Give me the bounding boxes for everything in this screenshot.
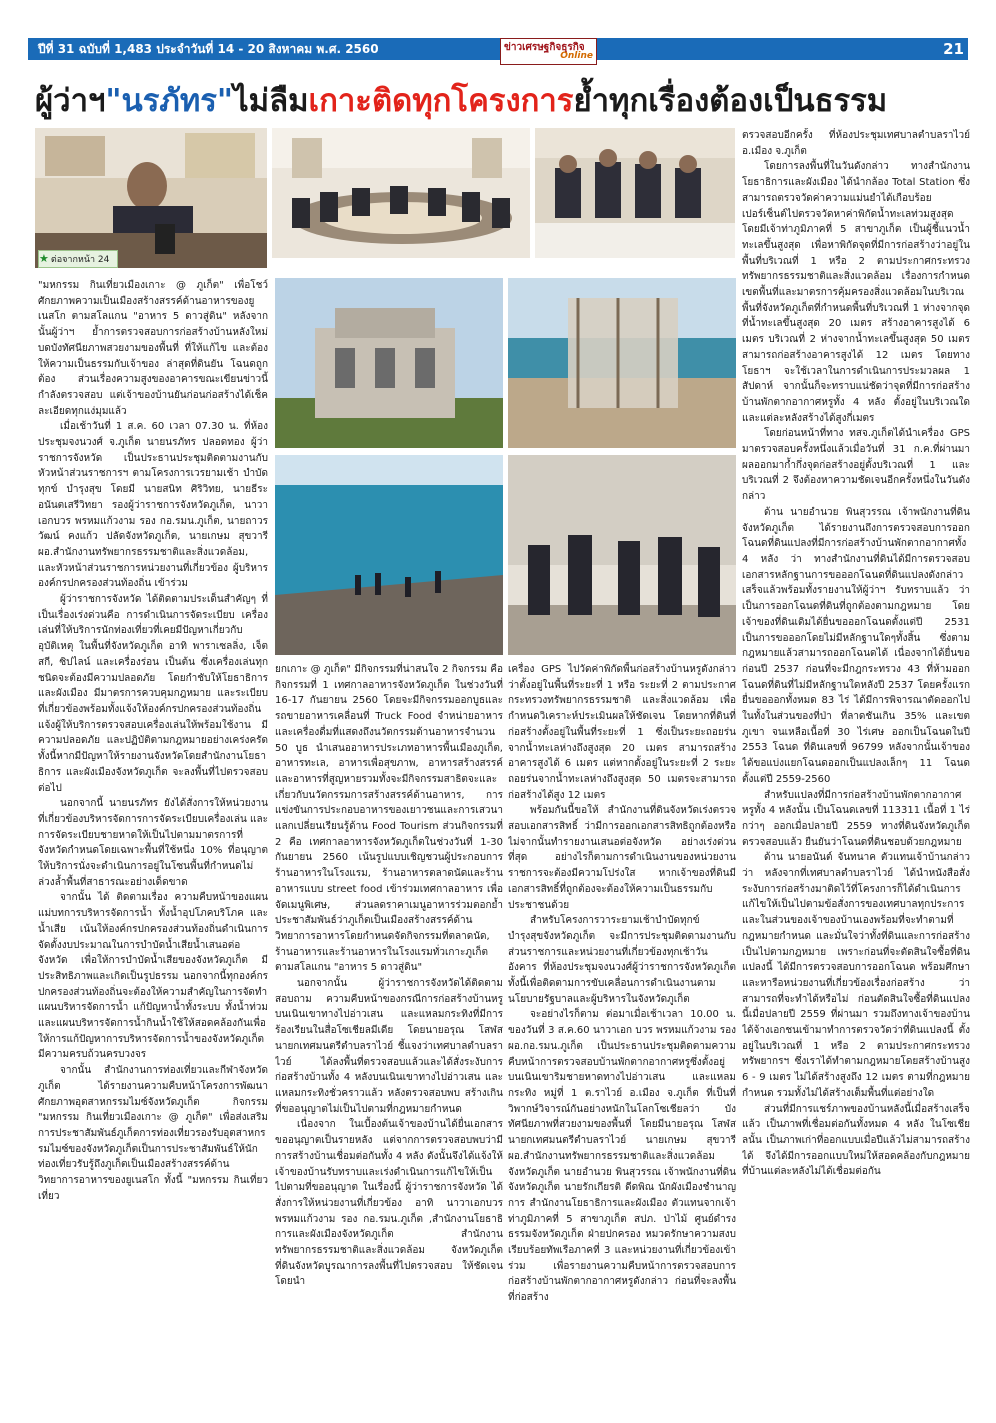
paragraph: โดยก่อนหน้าที่ทาง ทสจ.ภูเก็ตได้นำเครื่อง GPS มาตรวจสอบครั้งหนึ่งแล้วเมื่อวันที่ 31 ก.ค.ที่ผ่านมา ผลออกมาก้ำกึ่งจุดก่อสร้างอยู่ตั้งบริเวณที่ 1 และบริเวณที่ 2 จึงต้องหาความชัดเจนอีกครั้งหนึ่งในวันดังกล่าว — [742, 428, 970, 503]
article-column-3 — [508, 662, 736, 1407]
issue-line: ปีที่ 31 ฉบับที่ 1,483 ประจำวันที่ 14 - 20 สิงหาคม พ.ศ. 2560 — [38, 42, 379, 56]
article-column-2 — [275, 662, 503, 1407]
headline-part-1: ผู้ว่าฯ — [35, 83, 106, 119]
headline-part-3: ไม่ลืม — [233, 83, 309, 119]
logo-online: Online — [560, 51, 593, 61]
paragraph: สำหรับแปลงที่มีการก่อสร้างบ้านพักตากอากาศหรูทั้ง 4 หลังนั้น เป็นโฉนดเลขที่ 113311 เนื้อที่ 1 ไร่กว่าๆ ออกเมื่อปลายปี 2559 ทางที่ดินจังหวัดภูเก็ตตรวจสอบแล้ว ยืนยันว่าโฉนดที่ดินชอบด้วยกฎหมาย — [742, 789, 970, 848]
paragraph: ส่วนที่มีการแชร์ภาพของบ้านหลังนี้เมื่อสร้างเสร็จแล้ว เป็นภาพที่เชื่อมต่อกันทั้งหมด 4 หลัง ในโซเชียลนั้น เป็นภาพเก่าที่ออกแบบเมื่อปีแล้วไม่สามารถสร้างได้ จึงได้มีการออกแบบใหม่ให้สอดคล้องกับกฎหมาย ที่บ้านแต่ละหลังไม่ได้เชื่อมต่อกัน — [742, 1103, 970, 1178]
paragraph: จะอย่างไรก็ตาม ต่อมาเมื่อเช้าเวลา 10.00 น. ของวันที่ 3 ส.ค.60 นาวาเอก บวร พรหมแก้วงาม รองผอ.กอ.รมน.ภูเก็ต เป็นประธานประชุมติดตามความคืบหน้าการตรวจสอบบ้านพักตากอากาศหรูซึ่งตั้งอยู่บนเนินเขาริมชายหาดทางไปอ่าวเสน และแหลมกระทิง หมู่ที่ 1 ต.ราไวย์ อ.เมือง จ.ภูเก็ต ที่เป็นที่วิพากษ์วิจารณ์กันอย่างหนักในโลกโซเชียลว่า บังทัศนียภาพที่สวยงามของพื้นที่ โดยมีนายอรุณ โสฬส นายกเทศมนตรีตำบลราไวย์ นายเกษม สุขวารี ผอ.สำนักงานทรัพยากรธรรมชาติและสิ่งแวดล้อมจังหวัดภูเก็ต นายอำนวย พินสุวรรณ เจ้าพนักงานที่ดินจังหวัดภูเก็ต นายรักเกียรติ ดีดพิณ นักผังเมืองชำนาญการ สำนักงานโยธาธิการและผังเมือง ตัวแทนจากเจ้าท่าภูมิภาคที่ 5 สาขาภูเก็ต สปภ. ป่าไม้ ศูนย์ดำรงธรรมจังหวัดภูเก็ต ฝ่ายปกครอง หมวดรักษาความสงบเรียบร้อยทัพเรือภาคที่ 3 และหน่วยงานที่เกี่ยวข้องเข้าร่วม เพื่อรายงานความคืบหน้าการตรวจสอบการก่อสร้างบ้านพักตากอากาศหรูดังกล่าว ก่อนที่จะลงพื้นที่ก่อสร้าง — [508, 1009, 736, 1304]
continued-from-text: ต่อจากหน้า 24 — [50, 255, 110, 265]
photo-officials-site-visit — [508, 455, 736, 655]
paragraph: ตรวจสอบอีกครั้ง ที่ห้องประชุมเทศบาลตำบลราไวย์ อ.เมือง จ.ภูเก็ต — [742, 130, 970, 157]
paragraph: จากนั้น ได้ ติดตามเรื่อง ความคืบหน้าของแผนแม่บทการบริหารจัดการน้ำ ทั้งน้ำอุปโภคบริโภค และน้ำเสีย เน้นให้องค์กรปกครองส่วนท้องถิ่นดำเนินการจัดตั้งงบประมาณในการบำบัดน้ำเสียน้ำเสนอต่อจังหวัด เพื่อให้การบำบัดน้ำเสียของจังหวัดภูเก็ต มีประสิทธิภาพและเกิดเป็นรูปธรรม นอกจากนี้ทุกองค์กรปกครองส่วนท้องถิ่นจะต้องให้ความสำคัญในการจัดทำแผนบริหารจัดการน้ำ แก้ปัญหาน้ำทั้งระบบ ทั้งน้ำท่วมและแผนบริหารจัดการน้ำกินน้ำใช้ให้สอดคล้องกันเพื่อให้การแก้ปัญหาการบริหารจัดการน้ำของจังหวัดภูเก็ตมีความครบถ้วนครบวงจร — [38, 892, 268, 1061]
masthead-bar — [0, 0, 996, 60]
photo-coast-inspection — [275, 455, 503, 655]
star-icon: ★ — [39, 252, 49, 265]
photo-governor-speaking — [35, 128, 267, 268]
paragraph: พร้อมกันนี้ขอให้ สำนักงานที่ดินจังหวัดเร่งตรวจสอบเอกสารสิทธิ์ ว่ามีการออกเอกสารสิทธิถูกต้องหรือไม่จากนั้นทำรายงานเสนอต่อจังหวัด อย่างเร่งด่วนที่สุด อย่างไรก็ตามการดำเนินงานของหน่วยงานราชการจะต้องมีความโปร่งใส หากเจ้าของที่ดินมีเอกสารสิทธิ์ที่ถูกต้องจะต้องให้ความเป็นธรรมกับประชาชนด้วย — [508, 805, 736, 911]
paragraph: ยกเกาะ @ ภูเก็ต" มีกิจกรรมที่น่าสนใจ 2 กิจกรรม คือ กิจกรรมที่ 1 เทศกาลอาหารจังหวัดภูเก็ต ในช่วงวันที่ 16-17 กันยายน 2560 โดยจะมีกิจกรรมออกบูธและรถขายอาหารเคลื่อนที่ Truck Food จำหน่ายอาหารและเครื่องดื่มที่แสดงถึงนวัตกรรมด้านอาหารจำนวน 50 บูธ นำเสนออาหารประเภทอาหารพื้นเมืองภูเก็ต, อาหารทะเล, อาหารเพื่อสุขภาพ, อาหารสร้างสรรค์และอาหารที่สูญหายรวมทั้งจะมีกิจกรรมสาธิตจะและเกี่ยวกับนวัตกรรมการสร้างสรรค์ด้านอาหาร, การแข่งขันการประกอบอาหารของเยาวชนและการเสวนาแลกเปลี่ยนเรียนรู้ด้าน Food Tourism ส่วนกิจกรรมที่ 2 คือ เทศกาลอาหารจังหวัดภูเก็ตในช่วงวันที่ 1-30 กันยายน 2560 เน้นรูปแบบเชิญชวนผู้ประกอบการร้านอาหารในโรงแรม, ร้านอาหารตลาดนัดและร้านอาหารแบบ street food เข้าร่วมเทศกาลอาหาร เพื่อจัดเมนูพิเศษ, ส่วนลดราคาเมนูอาหารร่วมตอกย้ำประชาสัมพันธ์ว่าภูเก็ตเป็นเมืองสร้างสรรค์ด้านวิทยาการอาหารโดยกำหนดจัดกิจกรรมที่ตลาดนัด, ร้านอาหารและร้านอาหารในโรงแรมทั่วเกาะภูเก็ตตามสโลแกน "อาหาร 5 ดาวสู่ดิน" — [275, 664, 503, 974]
article-column-1 — [38, 278, 268, 1408]
paragraph: ด้าน นายอนันต์ จันทนาค ตัวแทนเจ้าบ้านกล่าวว่า หลังจากที่เทศบาลตำบลราไวย์ ได้นำหนังสือสั่งระงับการก่อสร้างมาติดไว้ที่โครงการก็ได้ดำเนินการแก้ไขให้เป็นไปตามข้อสั่งการของเทศบาลทุกประการ และในส่วนของเจ้าของบ้านเองพร้อมที่จะทำตามที่กฎหมายกำหนด และมั่นใจว่าทั้งที่ดินและการก่อสร้างเป็นไปตามกฎหมาย เพราะก่อนที่จะตัดสินใจซื้อที่ดินแปลงนี้ ได้มีการตรวจสอบการออกโฉนด พร้อมศึกษาและหารือหน่วยงานที่เกี่ยวข้องเรื่องก่อสร้าง ว่าสามารถที่จะทำได้หรือไม่ ก่อนตัดสินใจซื้อที่ดินแปลงนี้เมื่อปลายปี 2559 ที่ผ่านมา รวมถึงทางเจ้าของบ้านได้จ้างเอกชนเข้ามาทำการตรวจวัดว่าที่ดินแปลงนี้ ตั้งอยู่ในบริเวณที่ 1 หรือ 2 ตามประกาศกระทรวงทรัพยากรฯ ซึ่งเราได้ทำตามกฎหมายโดยสร้างบ้านสูง 6 - 9 เมตร ไม่ได้สร้างสูงถึง 12 เมตร ตามที่กฎหมายกำหนด รวมทั้งไม่ได้สร้างเต็มพื้นที่แต่อย่างใด — [742, 852, 970, 1099]
article-column-4 — [742, 128, 970, 1408]
photo-meeting-room — [272, 128, 530, 258]
paragraph: นอกจากนี้ นายนรภัทร ยังได้สั่งการให้หน่วยงานที่เกี่ยวข้องบริหารจัดการการจัดระเบียบเครื่องเล่น และการจัดระเบียบชายหาดให้เป็นไปตามมาตรการที่จังหวัดกำหนดโดยเฉพาะพื้นที่ใช้หนึ่ง 10% ที่อนุญาตให้บริการนั่งจะดำเนินการอยู่ในโซนพื้นที่กำหนดไม่ล่วงล้ำพื้นที่สาธารณะอย่างเด็ดขาด — [38, 798, 268, 888]
photo-house-construction-1 — [275, 278, 503, 448]
paragraph: สำหรับโครงการวาระยามเช้าบำบัดทุกข์ บำรุงสุขจังหวัดภูเก็ต จะมีการประชุมติดตามงานกับส่วนราชการและหน่วยงานที่เกี่ยวข้องทุกเช้าวันอังคาร ที่ห้องประชุมจงนวงศ์ผู้ว่าราชการจังหวัดภูเก็ต ทั้งนี้เพื่อติดตามการขับเคลื่อนการดำเนินงานตามนโยบายรัฐบาลและผู้บริหารในจังหวัดภูเก็ต — [508, 915, 736, 1005]
newspaper-logo — [500, 38, 597, 65]
paragraph: จากนั้น สำนักงานการท่องเที่ยวและกีฬาจังหวัดภูเก็ต ได้รายงานความคืบหน้าโครงการพัฒนาศักยภาพอุตสาหกรรมไมซ์จังหวัดภูเก็ต กิจกรรม "มหกรรม กินเที่ยวเมืองเกาะ @ ภูเก็ต" เพื่อส่งเสริมการประชาสัมพันธ์ภูเก็ตการท่องเที่ยวรองรับอุตสาหกรรมไมซ์ของจังหวัดภูเก็ตเป็นการประชาสัมพันธ์ให้นักท่องเที่ยวรับรู้ถึงภูเก็ตเป็นเมืองสร้างสรรค์ด้านวิทยาการอาหารของยูเนสโก ทั้งนี้ "มหกรรม กินเที่ยวเที่ยว — [38, 1065, 268, 1202]
logo-text: ข่าวเศรษฐกิจธุรกิจ — [504, 42, 585, 53]
paragraph: ผู้ว่าราชการจังหวัด ได้ติดตามประเด็นสำคัญๆ ที่เป็นเรื่องเร่งด่วนคือ การดำเนินการจัดระเบียบ เครื่องเล่นที่ให้บริการนักท่องเที่ยวที่เคยมีปัญหาเกี่ยวกับอุบัติเหตุ ในพื้นที่จังหวัดภูเก็ต อาทิ พาราเซลลิ่ง, เจ็ตสกี, ซิปไลน์ และเครื่องร่อน เป็นต้น ซึ่งเครื่องเล่นทุกชนิดจะต้องมีความปลอดภัย โดยกำชับให้โยธาธิการและผังเมือง มีมาตรการควบคุมกฎหมาย และระเบียบที่เกี่ยวข้องพร้อมทั้งแจ้งให้องค์กรปกครองส่วนท้องถิ่นแจ้งผู้ให้บริการตรวจสอบเครื่องเล่นให้พร้อมใช้งาน มีความปลอดภัย และปฏิบัติตามกฎหมายอย่างเคร่งครัด ทั้งนี้หากมีปัญหาให้รายงานจังหวัดโดยสำนักงานโยธาธิการ และผังเมืองจังหวัดภูเก็ต จะลงพื้นที่ไปตรวจสอบต่อไป — [38, 594, 268, 794]
paragraph: เนื่องจาก ในเบื้องต้นเจ้าของบ้านได้ยื่นเอกสารขออนุญาตเป็นรายหลัง แต่จากการตรวจสอบพบว่ามีการสร้างบ้านเชื่อมต่อกันทั้ง 4 หลัง ดังนั้นจึงได้แจ้งให้เจ้าของบ้านรับทราบและเร่งดำเนินการแก้ไขให้เป็นไปตามที่ขออนุญาต ในเรื่องนี้ ผู้ว่าราชการจังหวัด ได้สั่งการให้หน่วยงานที่เกี่ยวข้อง อาทิ นาวาเอกบวร พรหมแก้วงาม รอง กอ.รมน.ภูเก็ต ,สำนักงานโยธาธิการและผังเมืองจังหวัดภูเก็ต สำนักงานทรัพยากรธรรมชาติและสิ่งแวดล้อม จังหวัดภูเก็ต ที่ดินจังหวัดบูรณาการลงพื้นที่ไปตรวจสอบ ให้ชัดเจน โดยนำ — [275, 1119, 503, 1288]
paragraph: นอกจากนั้น ผู้ว่าราชการจังหวัดได้ติดตามสอบถาม ความคืบหน้าของกรณีการก่อสร้างบ้านหรูบนเนินเขาทางไปอ่าวเสน และแหลมกระทิงที่มีการร้องเรียนในสื่อโซเชียลมีเดีย โดยนายอรุณ โสฬส นายกเทศมนตรีตำบลราไวย์ ชี้แจงว่าเทศบาลตำบลราไวย์ ได้ลงพื้นที่ตรวจสอบแล้วและได้สั่งระงับการก่อสร้างบ้านทั้ง 4 หลังบนเนินเขาทางไปอ่าวเสน และแหลมกระทิงชั่วคราวแล้ว หลังตรวจสอบพบ สร้างเกินที่ขออนุญาตไม่เป็นไปตามที่กฎหมายกำหนด — [275, 978, 503, 1115]
paragraph: เมื่อเช้าวันที่ 1 ส.ค. 60 เวลา 07.30 น. ที่ห้องประชุมจงนวงศ์ จ.ภูเก็ต นายนรภัทร ปลอดทอง ผู้ว่าราชการจังหวัด เป็นประธานประชุมติดตามงานกับหัวหน้าส่วนราชการฯ ตามโครงการเวรยามเช้า บำบัดทุกข์ บำรุงสุข โดยมี นายสนิท ศิริวิทย, นายธีระ อนันตเสรีวิทยา รองผู้ว่าราชการจังหวัดภูเก็ต, นาวาเอกบวร พรหมแก้วงาม รอง กอ.รมน.ภูเก็ต, นายถาวรวัฒน์ คงแก้ว ปลัดจังหวัดภูเก็ต, นายเกษม สุขวารี ผอ.สำนักงานทรัพยากรธรรมชาติและสิ่งแวดล้อม, และหัวหน้าส่วนราชการหน่วยงานที่เกี่ยวข้อง ผู้บริหารองค์กรปกครองส่วนท้องถิ่น เข้าร่วม — [38, 421, 268, 590]
photo-house-construction-2 — [508, 278, 736, 448]
headline-part-5: ย้ำทุกเรื่องต้องเป็นธรรม — [573, 83, 888, 119]
paragraph: เครื่อง GPS ไปวัดค่าพิกัดพื้นก่อสร้างบ้านหรูดังกล่าวว่าตั้งอยู่ในพื้นที่ระยะที่ 1 หรือ ระยะที่ 2 ตามประกาศกระทรวงทรัพยากรธรรมชาติ และสิ่งแวดล้อม เพื่อกำหนดวิเคราะห์ประเมินผลให้ชัดเจน โดยหากที่ดินที่ก่อสร้างตั้งอยู่ในพื้นที่ระยะที่ 1 ซึ่งเป็นระยะถอยร่นจากน้ำทะเลห่างถึงสูงสุด 20 เมตร สามารถสร้างอาคารสูงได้ 6 เมตร แต่หากตั้งอยู่ในระยะที่ 2 ระยะถอยร่นจากน้ำทะเลห่างถึงสูงสุด 50 เมตรจะสามารถก่อสร้างได้สูง 12 เมตร — [508, 664, 736, 801]
headline — [35, 82, 980, 120]
paragraph: โดยการลงพื้นที่ในวันดังกล่าว ทางสำนักงานโยธาธิการและผังเมือง ได้นำกล้อง Total Station ซึ่งสามารถตรวจวัดค่าความแม่นยำได้เกือบร้อยเปอร์เซ็นต์ไปตรวจวัดหาค่าพิกัดน้ำทะเลท่วมสูงสุด โดยมีเจ้าท่าภูมิภาคที่ 5 สาขาภูเก็ต เป็นผู้ชี้แนวน้ำทะเลขึ้นสูงสุด เพื่อหาพิกัดจุดที่มีการก่อสร้างว่าอยู่ในพื้นที่บริเวณที่ 1 หรือ 2 ตามประกาศกระทรวงทรัพยากรธรรมชาติและสิ่งแวดล้อม เรื่องการกำหนดเขตพื้นที่และมาตรการคุ้มครองสิ่งแวดล้อมในบริเวณพื้นที่จังหวัดภูเก็ตที่กำหนดพื้นที่บริเวณที่ 1 ห่างจากจุดที่น้ำทะเลขึ้นสูงสุด 20 เมตร สร้างอาคารสูงได้ 6 เมตร บริเวณที่ 2 ห่างจากน้ำทะเลขึ้นสูงสุด 50 เมตร สามารถก่อสร้างอาคารสูงได้ 12 เมตร โดยทางโยธาฯ จะใช้เวลาในการดำเนินการประมวลผล 1 สัปดาห์ จากนั้นก็จะทราบแน่ชัดว่าจุดที่มีการก่อสร้างบ้านพักตากอากาศหรูทั้ง 4 หลัง ตั้งอยู่ในบริเวณใด และแต่ละหลังสร้างได้สูงกี่เมตร — [742, 161, 970, 424]
paragraph: ด้าน นายอำนวย พินสุวรรณ เจ้าพนักงานที่ดินจังหวัดภูเก็ต ได้รายงานถึงการตรวจสอบการออกโฉนดที่ดินแปลงที่มีการก่อสร้างบ้านพักตากอากาศทั้ง 4 หลัง ว่า ทางสำนักงานที่ดินได้มีการตรวจสอบเอกสารหลักฐานการขอออกโฉนดที่ดินแปลงดังกล่าวเสร็จแล้วพร้อมทั้งรายงานให้ผู้ว่าฯ รับทราบแล้ว ว่าเป็นการออกโฉนดที่ดินที่ถูกต้องตามกฎหมาย โดยเจ้าของที่ดินเดิมได้ยื่นขอออกโฉนดตั้งแต่ปี 2531 เป็นการขอออกโดยไม่มีหลักฐานใดๆทั้งสิ้น ซึ่งตามกฎหมายแล้วสามารถออกโฉนดได้ เนื่องจากได้ยื่นขอก่อนปี 2537 ก่อนที่จะมีกฎกระทรวง 43 ที่ห้ามออกโฉนดที่ดินที่ไม่มีหลักฐานใดหลังปี 2537 โดยครั้งแรกยื่นขอออกทั้งหมด 83 ไร่ ได้มีการพิจารณาตัดออกไปในทั้งในส่วนของที่ป่า ที่ลาดชันเกิน 35% และเขตภูเขา จนเหลือเนื้อที่ 30 ไร่เศษ ออกเป็นโฉนดในปี 2553 โฉนด ที่ดินเลขที่ 96799 หลังจากนั้นเจ้าของได้ขอแบ่งแยกโฉนดออกเป็นแปลงเล็กๆ 11 โฉนดตั้งแต่ปี 2559-2560 — [742, 506, 970, 785]
continued-from-badge — [38, 250, 118, 268]
photo-officials-table — [535, 128, 735, 258]
page-number: 21 — [943, 40, 964, 58]
headline-part-2: "นรภัทร" — [105, 83, 234, 119]
paragraph: "มหกรรม กินเที่ยวเมืองเกาะ @ ภูเก็ต" เพื่อโชว์ ศักยภาพความเป็นเมืองสร้างสรรค์ด้านอาหารของยูเนสโก ตามสโลแกน "อาหาร 5 ดาวสู่ดิน" หลังจากนั้นผู้ว่าฯ ย้ำการตรวจสอบการก่อสร้างบ้านหลังใหม่ บดบังทัศนียภาพสวยงามของพื้นที่ ที่ให้แก้ไข และต้องให้ความเป็นธรรมกับเจ้าของ ล่าสุดที่ดินยัน โฉนดถูกต้อง ส่วนเรื่องความสูงของอาคารขณะเขียนข่าวนี้กำลังตรวจสอบ แต่เจ้าของบ้านยันก่อนก่อสร้างได้เช็คละเอียดทุกแง่มุมแล้ว — [38, 280, 268, 417]
headline-part-4: เกาะติดทุกโครงการ — [308, 83, 574, 119]
